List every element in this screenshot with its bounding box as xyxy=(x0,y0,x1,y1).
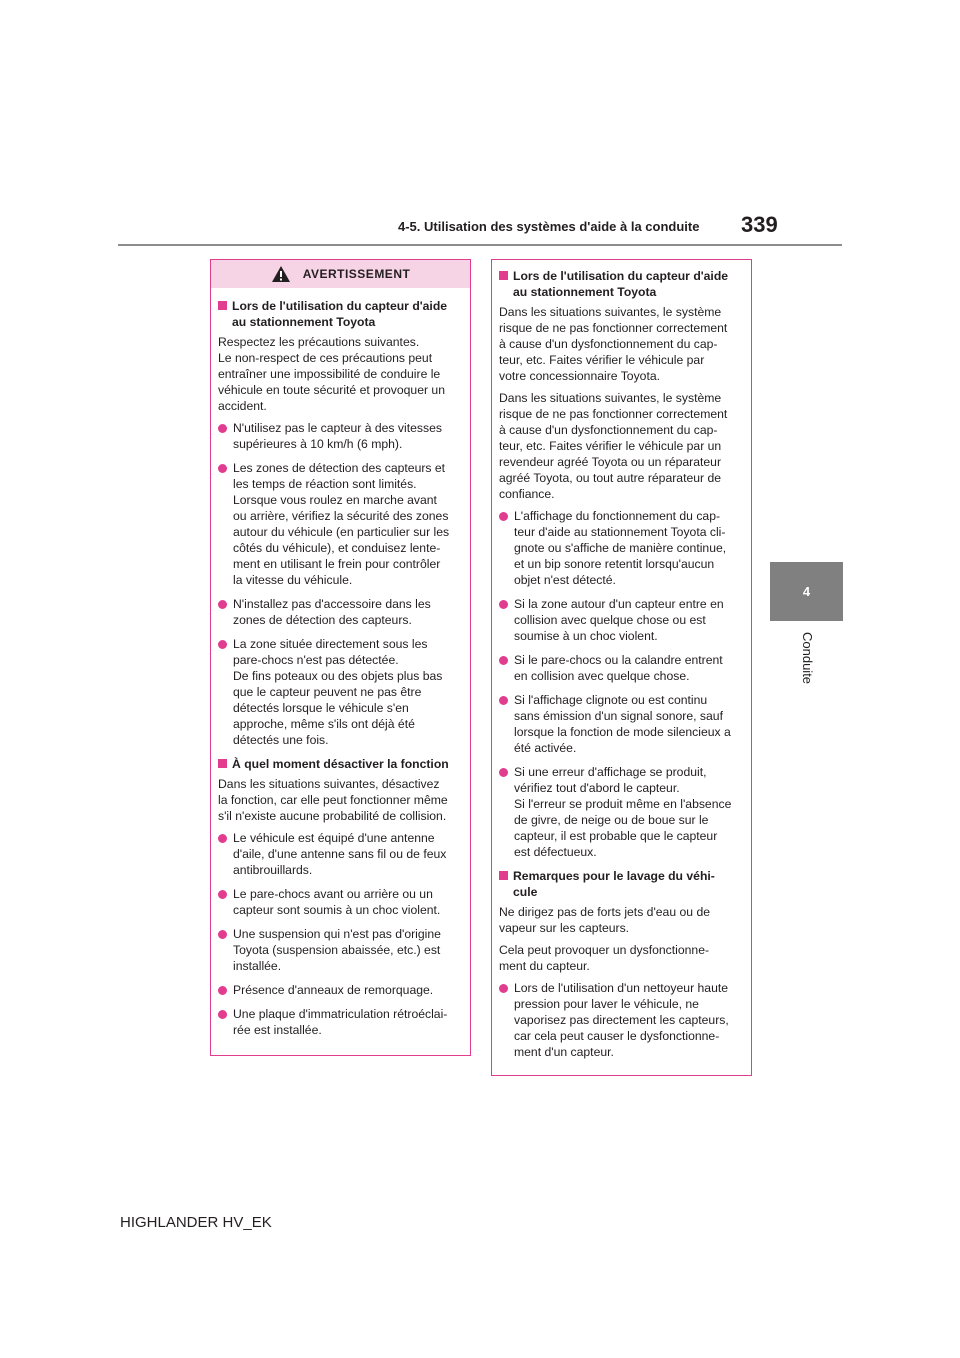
warning-box xyxy=(210,259,471,1056)
warning-heading: AVERTISSEMENT xyxy=(302,267,411,281)
list-item: Une suspension qui n'est pas d'origine Toyota (suspension abaissée, etc.) est installée. xyxy=(218,926,463,974)
bullet-dot-icon xyxy=(499,984,508,993)
bullet-dot-icon xyxy=(218,986,227,995)
bullet-dot-icon xyxy=(499,656,508,665)
bullet-dot-icon xyxy=(218,640,227,649)
list-item: Le pare-chocs avant ou arrière ou un capteur sont soumis à un choc violent. xyxy=(218,886,463,918)
paragraph: Ne dirigez pas de forts jets d'eau ou de vapeur sur les capteurs. xyxy=(499,905,710,935)
bullet-dot-icon xyxy=(218,834,227,843)
paragraph: Cela peut provoquer un dysfonctionne- ment du capteur. xyxy=(499,943,710,973)
section-heading: Remarques pour le lavage du véhi- cule xyxy=(499,868,744,900)
bullet-dot-icon xyxy=(218,930,227,939)
section-heading: Lors de l'utilisation du capteur d'aide au stationnement Toyota xyxy=(499,268,744,300)
bullet-dot-icon xyxy=(218,600,227,609)
bullet-dot-icon xyxy=(218,464,227,473)
list-item: L'affichage du fonctionnement du cap- teur d'aide au stationnement Toyota cli- gnote ou s'affiche de manière continue, et un bip sonore retentit lorsqu'aucun objet n'est détecté. xyxy=(499,508,744,588)
list-item: N'utilisez pas le capteur à des vitesses supérieures à 10 km/h (6 mph). xyxy=(218,420,463,452)
square-bullet-icon xyxy=(218,301,227,310)
list-item: Lors de l'utilisation d'un nettoyeur haute pression pour laver le véhicule, ne vaporisez pas directement les capteurs, car cela peut causer le dysfonctionne- ment d'un capteur. xyxy=(499,980,744,1060)
bullet-dot-icon xyxy=(499,512,508,521)
bullet-dot-icon xyxy=(499,600,508,609)
footer-model: HIGHLANDER HV_EK xyxy=(120,1214,272,1231)
paragraph: Dans les situations suivantes, désactivez la fonction, car elle peut fonctionner même s'il n'existe aucune probabilité de collision. xyxy=(218,777,448,823)
warning-triangle-icon xyxy=(271,265,291,283)
section-heading: Lors de l'utilisation du capteur d'aide au stationnement Toyota xyxy=(218,298,463,330)
bullet-dot-icon xyxy=(218,1010,227,1019)
list-item: Si l'affichage clignote ou est continu sans émission d'un signal sonore, sauf lorsque la fonction de mode silencieux a été activée. xyxy=(499,692,744,756)
running-header: 4-5. Utilisation des systèmes d'aide à la conduite xyxy=(398,219,700,234)
list-item: La zone située directement sous les pare-chocs n'est pas détectée. De fins poteaux ou des objets plus bas que le capteur peuvent ne pas être détectés lorsque le véhicule s'en approche, même s'ils ont déjà été détectés une fois. xyxy=(218,636,463,748)
paragraph: Dans les situations suivantes, le système risque de ne pas fonctionner correctement à cause d'un dysfonctionnement du cap- teur, etc. Faites vérifier le véhicule par votre concessionnaire Toyota. xyxy=(499,305,728,383)
list-item: Si le pare-chocs ou la calandre entrent en collision avec quelque chose. xyxy=(499,652,744,684)
page-number: 339 xyxy=(741,212,778,237)
list-item: Présence d'anneaux de remorquage. xyxy=(218,982,463,998)
bullet-dot-icon xyxy=(218,424,227,433)
bullet-dot-icon xyxy=(499,768,508,777)
paragraph: Dans les situations suivantes, le système risque de ne pas fonctionner correctement à cause d'un dysfonctionnement du cap- teur, etc. Faites vérifier le véhicule par un revendeur agréé Toyota ou un réparateur agréé Toyota, ou tout autre réparateur de confiance. xyxy=(499,391,728,501)
list-item: Les zones de détection des capteurs et les temps de réaction sont limités. Lorsque vous roulez en marche avant ou arrière, vérifiez la sécurité des zones autour du véhicule (en particulier sur les côtés du véhicule), et conduisez lente- ment en utilisant le frein pour contrôler la vitesse du véhicule. xyxy=(218,460,463,588)
list-item: Le véhicule est équipé d'une antenne d'aile, d'une antenne sans fil ou de feux antibrouillards. xyxy=(218,830,463,878)
list-item: N'installez pas d'accessoire dans les zones de détection des capteurs. xyxy=(218,596,463,628)
bullet-dot-icon xyxy=(499,696,508,705)
list-item: Si la zone autour d'un capteur entre en collision avec quelque chose ou est soumise à un choc violent. xyxy=(499,596,744,644)
paragraph: Respectez les précautions suivantes. Le non-respect de ces précautions peut entraîner une impossibilité de conduire le véhicule en toute sécurité et provoquer un accident. xyxy=(218,335,445,413)
square-bullet-icon xyxy=(499,271,508,280)
chapter-label: Conduite xyxy=(800,632,815,685)
square-bullet-icon xyxy=(218,759,227,768)
bullet-dot-icon xyxy=(218,890,227,899)
chapter-tab: 4 xyxy=(770,562,843,621)
square-bullet-icon xyxy=(499,871,508,880)
header-rule xyxy=(118,244,842,246)
list-item: Une plaque d'immatriculation rétroéclai- rée est installée. xyxy=(218,1006,463,1038)
warning-header xyxy=(211,260,470,288)
section-heading: À quel moment désactiver la fonction xyxy=(218,756,463,772)
info-box xyxy=(491,259,752,1076)
list-item: Si une erreur d'affichage se produit, vérifiez tout d'abord le capteur. Si l'erreur se produit même en l'absence de givre, de neige ou de boue sur le capteur, il est probable que le capteur est défectueux. xyxy=(499,764,744,860)
